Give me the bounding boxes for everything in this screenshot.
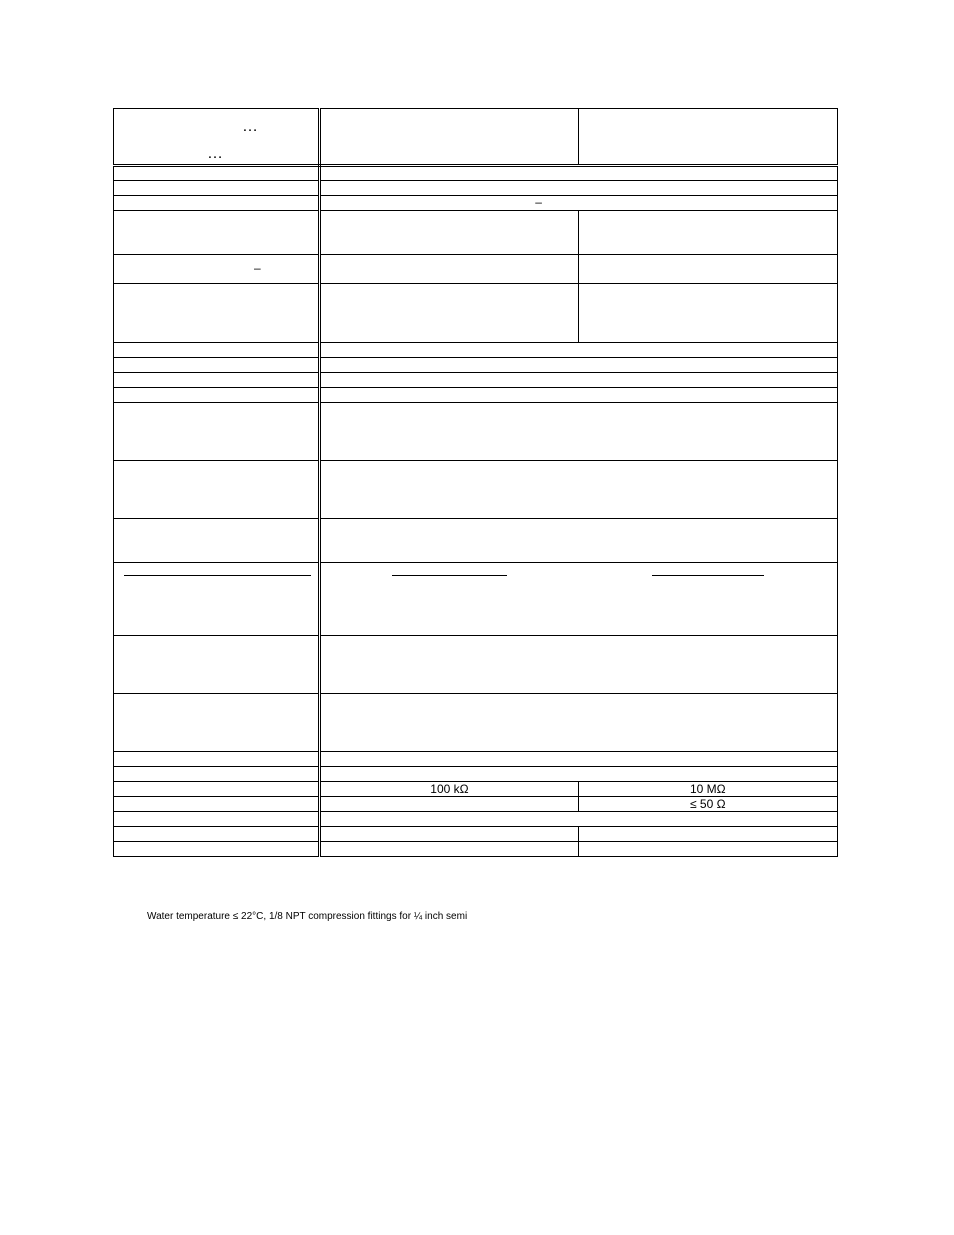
row-value [320,461,838,519]
row-value-left [320,211,578,255]
row-label [114,211,320,255]
row-label [114,373,320,388]
row-label [114,181,320,196]
output-impedance-right [578,797,837,812]
row-value-right [578,827,837,842]
output-impedance-right-text: ≤ 50 Ω [690,797,726,811]
row-label [114,812,320,827]
table-row [114,196,838,211]
header-col-2 [578,109,837,166]
row-label [114,461,320,519]
header-label-cell [114,109,320,166]
header-ellipsis-1: … [242,118,259,135]
row-label [114,343,320,358]
header-ellipsis-2: … [207,145,224,162]
table-row-input-impedance [114,782,838,797]
row-label [114,519,320,563]
table-row [114,842,838,857]
table-row [114,388,838,403]
row-value-left [320,827,578,842]
table-row [114,827,838,842]
table-row [114,211,838,255]
row-label [114,782,320,797]
row-value [320,388,838,403]
row-label [114,797,320,812]
table-row [114,563,838,636]
row-label [114,842,320,857]
row-value [320,812,838,827]
row-label [114,752,320,767]
table-row [114,358,838,373]
row-value [320,181,838,196]
table-row [114,767,838,782]
row-label [114,358,320,373]
table-row [114,519,838,563]
row-label [114,166,320,181]
range-dash: – [535,195,542,209]
table-row [114,403,838,461]
subheading-underline-right [652,575,764,576]
table-row [114,461,838,519]
row-label [114,284,320,343]
row-label [114,255,320,284]
table-row [114,636,838,694]
row-value [320,636,838,694]
label-underline [124,575,311,576]
table-row [114,812,838,827]
row-label [114,563,320,636]
row-label [114,767,320,782]
row-value-left [320,255,578,284]
table-row [114,694,838,752]
label-dash: – [254,261,261,275]
row-value [320,358,838,373]
spec-table [113,108,838,857]
row-label [114,403,320,461]
table-row [114,181,838,196]
input-impedance-right [578,782,837,797]
row-label [114,827,320,842]
row-value-right [578,842,837,857]
row-value [320,166,838,181]
table-row [114,284,838,343]
row-value-right [578,255,837,284]
table-row [114,752,838,767]
table-header-row [114,109,838,166]
row-value [320,519,838,563]
row-value-left [320,284,578,343]
row-value [320,373,838,388]
row-value-right [578,284,837,343]
row-value [320,752,838,767]
row-value [320,343,838,358]
table-row [114,255,838,284]
row-value [320,403,838,461]
row-value [320,767,838,782]
table-row [114,373,838,388]
input-impedance-right-text: 10 MΩ [689,782,726,796]
output-impedance-left [320,797,578,812]
footnote: Water temperature ≤ 22°C, 1/8 NPT compression fittings for ¼ inch semi [147,911,468,922]
row-value [320,196,838,211]
row-label [114,636,320,694]
subheading-underline-left [392,575,507,576]
row-value [320,694,838,752]
table-row [114,343,838,358]
row-value [320,563,838,636]
row-value-left [320,842,578,857]
header-col-1 [320,109,578,166]
table-row-output-impedance [114,797,838,812]
input-impedance-left-text: 100 kΩ [430,782,469,796]
row-label [114,388,320,403]
row-value-right [578,211,837,255]
row-label [114,694,320,752]
table-row [114,166,838,181]
row-label [114,196,320,211]
input-impedance-left [320,782,578,797]
